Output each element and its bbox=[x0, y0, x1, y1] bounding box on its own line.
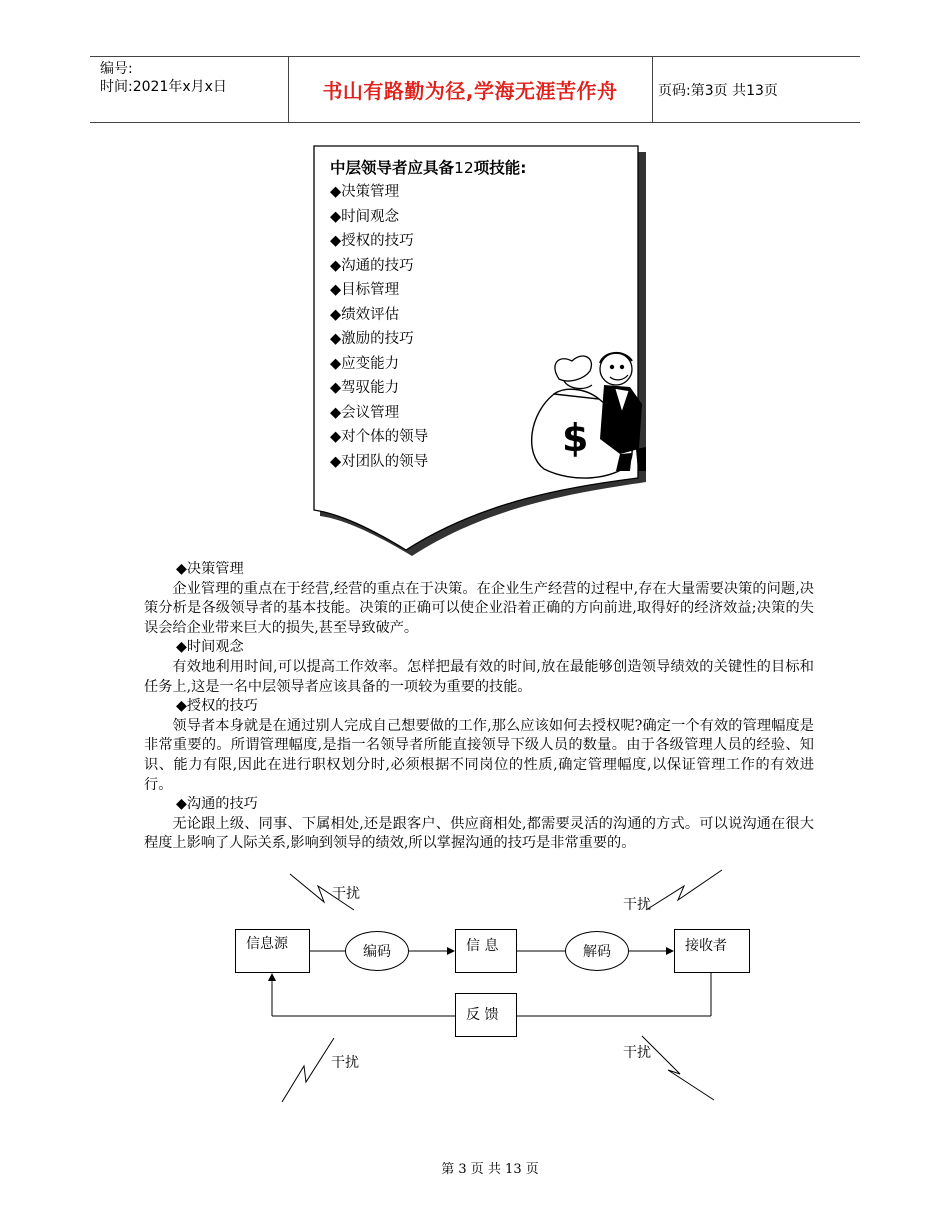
decode-node: 解码 bbox=[565, 931, 629, 971]
noise-zigzag bbox=[282, 1038, 334, 1102]
section-paragraph: 有效地利用时间,可以提高工作效率。怎样把最有效的时间,放在最能够创造领导绩效的关键性的目标和任务上,这是一名中层领导者应该具备的一项较为重要的技能。 bbox=[144, 658, 814, 695]
skill-item: ◆驾驭能力 bbox=[330, 380, 400, 396]
header-bottom-rule bbox=[90, 122, 860, 123]
skill-item: ◆绩效评估 bbox=[330, 306, 400, 323]
skill-item: ◆对团队的领导 bbox=[330, 453, 429, 470]
doc-number-label: 编号: bbox=[100, 61, 133, 77]
skills-figure bbox=[312, 144, 646, 556]
section-heading: ◆授权的技巧 bbox=[176, 698, 258, 715]
section-heading: ◆决策管理 bbox=[176, 561, 244, 577]
skills-title-prefix: 中层领导者应具备 bbox=[330, 159, 455, 177]
skills-list bbox=[330, 156, 526, 474]
skill-item: ◆授权的技巧 bbox=[330, 233, 414, 249]
section-paragraph: 企业管理的重点在于经营,经营的重点在于决策。在企业生产经营的过程中,存在大量需要决策的问题,决策分析是各级领导者的基本技能。决策的正确可以使企业沿着正确的方向前进,取得好的经济效益;决策的失误会给企业带来巨大的损失,甚至导致破产。 bbox=[144, 580, 814, 636]
skills-title-suffix: 项技能: bbox=[473, 159, 527, 177]
doc-time-label: 时间:2021年x月x日 bbox=[100, 79, 227, 95]
noise-zigzag bbox=[642, 1036, 714, 1100]
noise-zigzag bbox=[646, 870, 722, 910]
skills-title-number: 12 bbox=[454, 159, 474, 177]
noise-label: 干扰 bbox=[623, 1045, 651, 1061]
body-text bbox=[144, 560, 814, 854]
section-heading: ◆沟通的技巧 bbox=[176, 796, 258, 813]
diagram-connectors bbox=[222, 850, 782, 1110]
skill-item: ◆会议管理 bbox=[330, 404, 400, 421]
section-paragraph: 领导者本身就是在通过别人完成自己想要做的工作,那么应该如何去授权呢?确定一个有效的管理幅度是非常重要的。所谓管理幅度,是指一名领导者所能直接领导下级人员的数量。由于各级管理人员的经验、知识、能力有限,因此在进行职权划分时,必须根据不同岗位的性质,确定管理幅度,以保证管理工作的有效进行。 bbox=[144, 717, 814, 793]
header-divider bbox=[288, 56, 289, 122]
header-meta bbox=[100, 60, 227, 96]
communication-diagram bbox=[222, 850, 782, 1110]
section-heading: ◆时间观念 bbox=[176, 639, 244, 656]
skill-item: ◆沟通的技巧 bbox=[330, 257, 414, 274]
skill-item: ◆目标管理 bbox=[330, 282, 400, 298]
noise-label: 干扰 bbox=[623, 897, 651, 913]
skill-item: ◆时间观念 bbox=[330, 208, 400, 225]
skill-item: ◆决策管理 bbox=[330, 184, 400, 200]
message-box: 信 息 bbox=[455, 929, 517, 973]
section-paragraph: 无论跟上级、同事、下属相处,还是跟客户、供应商相处,都需要灵活的沟通的方式。可以说沟通在很大程度上影响了人际关系,影响到领导的绩效,所以掌握沟通的技巧是非常重要的。 bbox=[144, 815, 814, 852]
feedback-box: 反 馈 bbox=[455, 993, 517, 1037]
svg-text:$: $ bbox=[562, 416, 589, 460]
skills-title bbox=[330, 156, 526, 180]
source-box: 信息源 bbox=[235, 929, 310, 973]
skill-item: ◆激励的技巧 bbox=[330, 331, 414, 347]
skill-item: ◆对个体的领导 bbox=[330, 429, 429, 445]
header-page-info: 页码:第3页 共13页 bbox=[658, 83, 778, 99]
header-divider bbox=[652, 56, 653, 122]
skill-item: ◆应变能力 bbox=[330, 355, 400, 372]
noise-label: 干扰 bbox=[331, 1055, 359, 1071]
page-footer: 第 3 页 共 13 页 bbox=[441, 1162, 539, 1177]
header-motto: 书山有路勤为径,学海无涯苦作舟 bbox=[322, 78, 618, 103]
receiver-box: 接收者 bbox=[674, 929, 750, 973]
encode-node: 编码 bbox=[345, 931, 409, 971]
noise-label: 干扰 bbox=[332, 886, 360, 902]
